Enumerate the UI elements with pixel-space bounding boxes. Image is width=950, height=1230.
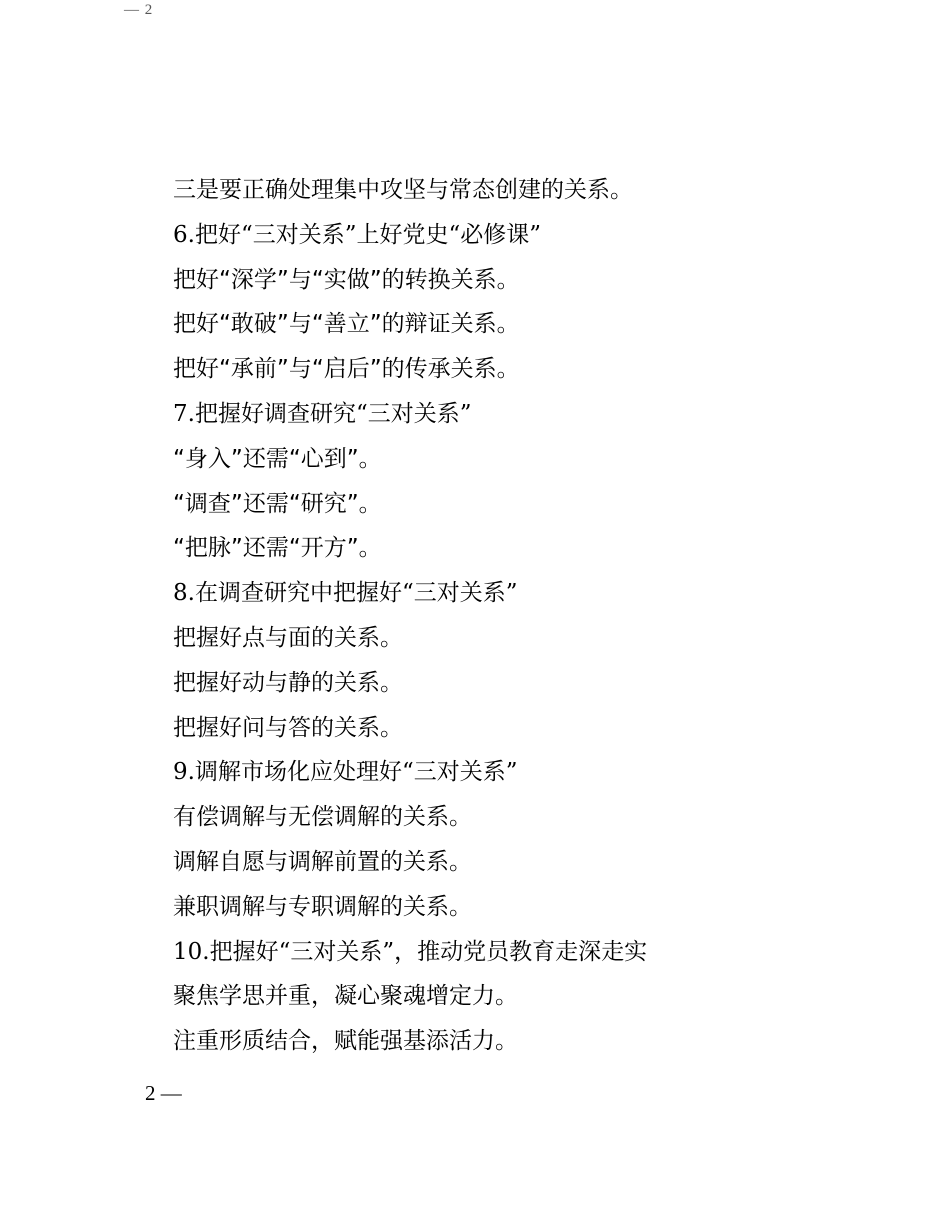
text-line: 兼职调解与专职调解的关系。 xyxy=(173,893,472,920)
text-line: 把好“敢破”与“善立”的辩证关系。 xyxy=(173,311,520,338)
text-line: 调解自愿与调解前置的关系。 xyxy=(173,848,472,875)
text-line: 把握好问与答的关系。 xyxy=(173,714,403,741)
text-line: 注重形质结合，赋能强基添活力。 xyxy=(173,1028,518,1055)
text-line: “身入”还需“心到”。 xyxy=(173,445,382,472)
text-line: 把握好动与静的关系。 xyxy=(173,669,403,696)
section-heading-9: 9.调解市场化应处理好“三对关系” xyxy=(173,759,518,786)
text-line: 把好“深学”与“实做”的转换关系。 xyxy=(173,266,520,293)
text-line: 把好“承前”与“启后”的传承关系。 xyxy=(173,356,520,383)
text-line: “把脉”还需“开方”。 xyxy=(173,535,382,562)
document-body xyxy=(173,168,793,1064)
text-line: 聚焦学思并重，凝心聚魂增定力。 xyxy=(173,983,518,1010)
section-heading-6: 6.把好“三对关系”上好党史“必修课” xyxy=(173,221,541,248)
text-line: 把握好点与面的关系。 xyxy=(173,624,403,651)
footer-page-number: 2 — xyxy=(145,1081,182,1105)
section-heading-10: 10.把握好“三对关系”，推动党员教育走深走实 xyxy=(173,938,648,965)
text-line: 有偿调解与无偿调解的关系。 xyxy=(173,804,472,831)
text-line: “调查”还需“研究”。 xyxy=(173,490,382,517)
section-heading-7: 7.把握好调查研究“三对关系” xyxy=(173,400,472,427)
header-page-number: — 2 xyxy=(124,2,154,18)
text-line: 三是要正确处理集中攻坚与常态创建的关系。 xyxy=(173,177,633,203)
section-heading-8: 8.在调查研究中把握好“三对关系” xyxy=(173,580,518,607)
